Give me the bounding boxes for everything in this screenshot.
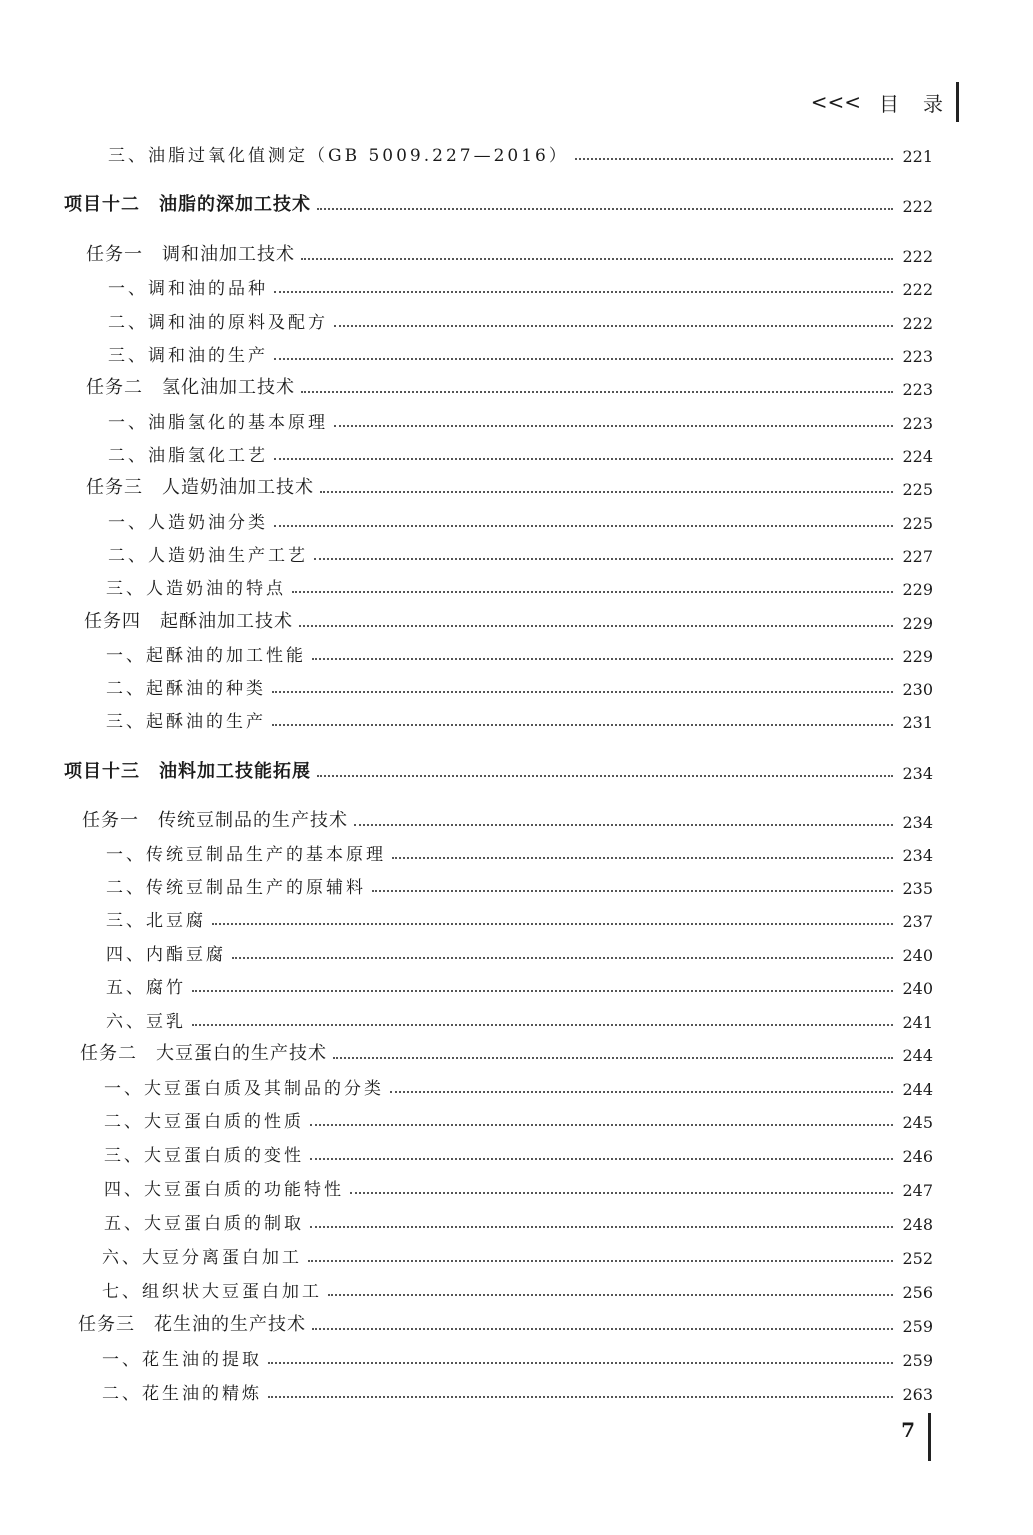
toc-entry-page: 241 xyxy=(902,1013,933,1032)
toc-entry-label: 五、腐竹 xyxy=(106,978,186,998)
toc-entry-item xyxy=(106,573,933,599)
dot-leader xyxy=(299,625,893,627)
toc-entry-item xyxy=(108,407,933,433)
footer-rule xyxy=(928,1413,931,1461)
toc-entry-item xyxy=(104,1073,933,1099)
toc-entry-label: 四、大豆蛋白质的功能特性 xyxy=(104,1180,344,1200)
toc-entry-page: 229 xyxy=(902,580,933,599)
toc-entry-page: 222 xyxy=(902,314,933,333)
dot-leader xyxy=(334,325,893,327)
dot-leader xyxy=(320,491,893,493)
toc-entry-page: 234 xyxy=(902,846,933,865)
dot-leader xyxy=(312,1328,893,1330)
toc-entry-item xyxy=(108,440,933,466)
toc-entry-item xyxy=(106,1006,933,1032)
toc-entry-page: 252 xyxy=(902,1249,933,1268)
toc-entry-label: 一、人造奶油分类 xyxy=(108,513,268,533)
dot-leader xyxy=(274,358,893,360)
toc-entry-page: 234 xyxy=(902,813,933,832)
toc-entry-item xyxy=(102,1276,933,1302)
running-header xyxy=(811,82,945,122)
toc-entry-item xyxy=(108,540,933,566)
toc-entry-task xyxy=(84,607,933,633)
toc-entry-label: 一、花生油的提取 xyxy=(102,1350,262,1370)
toc-entry-label: 任务三 人造奶油加工技术 xyxy=(86,477,314,498)
toc-entry-label: 四、内酯豆腐 xyxy=(106,945,226,965)
toc-entry-page: 231 xyxy=(902,713,933,732)
toc-entry-label: 任务一 调和油加工技术 xyxy=(86,244,295,265)
toc-entry-page: 230 xyxy=(902,680,933,699)
toc-entry-item xyxy=(104,1174,933,1200)
dot-leader xyxy=(333,1057,893,1059)
toc-entry-item xyxy=(106,673,933,699)
toc-entry-page: 256 xyxy=(902,1283,933,1302)
toc-entry-task xyxy=(78,1310,933,1336)
toc-entry-task xyxy=(86,373,933,399)
toc-entry-item xyxy=(106,905,933,931)
toc-entry-page: 222 xyxy=(902,247,933,266)
toc-entry-label: 五、大豆蛋白质的制取 xyxy=(104,1214,304,1234)
toc-entry-label: 二、油脂氢化工艺 xyxy=(108,446,268,466)
toc-entry-page: 247 xyxy=(902,1181,933,1200)
toc-entry-label: 项目十二 油脂的深加工技术 xyxy=(64,194,311,215)
toc-entry-label: 三、调和油的生产 xyxy=(108,346,268,366)
toc-entry-label: 三、大豆蛋白质的变性 xyxy=(104,1146,304,1166)
toc-entry-item xyxy=(108,140,933,166)
toc-entry-page: 245 xyxy=(902,1113,933,1132)
toc-entry-label: 二、花生油的精炼 xyxy=(102,1384,262,1404)
dot-leader xyxy=(308,1260,893,1262)
toc-entry-item xyxy=(102,1378,933,1404)
toc-entry-page: 223 xyxy=(902,347,933,366)
dot-leader xyxy=(192,1024,893,1026)
dot-leader xyxy=(310,1158,893,1160)
header-rule xyxy=(956,82,959,122)
toc-entry-label: 六、豆乳 xyxy=(106,1012,186,1032)
header-title: 目 录 xyxy=(879,91,945,116)
dot-leader xyxy=(272,724,893,726)
toc-entry-label: 二、人造奶油生产工艺 xyxy=(108,546,308,566)
toc-entry-page: 240 xyxy=(902,979,933,998)
toc-entry-page: 224 xyxy=(902,447,933,466)
toc-entry-label: 六、大豆分离蛋白加工 xyxy=(102,1248,302,1268)
toc-entry-item xyxy=(108,273,933,299)
toc-entry-item xyxy=(106,872,933,898)
toc-entry-page: 246 xyxy=(902,1147,933,1166)
page-number: 7 xyxy=(901,1418,915,1442)
toc-entry-label: 三、油脂过氧化值测定（GB 5009.227—2016） xyxy=(108,146,569,166)
toc-entry-label: 一、调和油的品种 xyxy=(108,279,268,299)
dot-leader xyxy=(301,391,893,393)
dot-leader xyxy=(268,1396,893,1398)
toc-entry-task xyxy=(80,1039,933,1065)
dot-leader xyxy=(232,957,893,959)
dot-leader xyxy=(274,458,893,460)
dot-leader xyxy=(392,857,893,859)
toc-entry-label: 三、起酥油的生产 xyxy=(106,712,266,732)
dot-leader xyxy=(314,558,893,560)
toc-entry-page: 259 xyxy=(902,1351,933,1370)
toc-entry-page: 225 xyxy=(902,480,933,499)
dot-leader xyxy=(334,425,893,427)
toc-entry-label: 二、大豆蛋白质的性质 xyxy=(104,1112,304,1132)
dot-leader xyxy=(274,525,893,527)
toc-entry-label: 任务二 大豆蛋白的生产技术 xyxy=(80,1043,327,1064)
toc-entry-item xyxy=(106,972,933,998)
dot-leader xyxy=(317,775,893,777)
toc-entry-page: 237 xyxy=(902,912,933,931)
header-marker: <<< xyxy=(810,90,861,114)
dot-leader xyxy=(328,1294,893,1296)
toc-entry-item xyxy=(102,1242,933,1268)
dot-leader xyxy=(350,1192,893,1194)
toc-entry-label: 一、油脂氢化的基本原理 xyxy=(108,413,328,433)
toc-entry-label: 二、调和油的原料及配方 xyxy=(108,313,328,333)
dot-leader xyxy=(192,990,893,992)
toc-entry-page: 244 xyxy=(902,1080,933,1099)
toc-entry-page: 221 xyxy=(902,147,933,166)
toc-entry-item xyxy=(104,1106,933,1132)
toc-entry-item xyxy=(108,307,933,333)
dot-leader xyxy=(317,208,893,210)
toc-entry-label: 任务四 起酥油加工技术 xyxy=(84,611,293,632)
dot-leader xyxy=(301,258,893,260)
dot-leader xyxy=(272,691,893,693)
toc-entry-label: 二、传统豆制品生产的原辅料 xyxy=(106,878,366,898)
toc-entry-item xyxy=(106,706,933,732)
toc-entry-item xyxy=(108,507,933,533)
dot-leader xyxy=(268,1362,893,1364)
toc-entry-page: 235 xyxy=(902,879,933,898)
dot-leader xyxy=(212,923,893,925)
toc-entry-page: 244 xyxy=(902,1046,933,1065)
toc-entry-label: 三、人造奶油的特点 xyxy=(106,579,286,599)
toc-entry-label: 二、起酥油的种类 xyxy=(106,679,266,699)
dot-leader xyxy=(372,890,893,892)
dot-leader xyxy=(354,824,893,826)
toc-entry-label: 一、大豆蛋白质及其制品的分类 xyxy=(104,1079,384,1099)
toc-entry-page: 227 xyxy=(902,547,933,566)
toc-entry-item xyxy=(106,939,933,965)
toc-entry-page: 222 xyxy=(902,280,933,299)
dot-leader xyxy=(310,1124,893,1126)
toc-entry-task xyxy=(82,806,933,832)
toc-entry-label: 一、起酥油的加工性能 xyxy=(106,646,306,666)
toc-entry-label: 任务二 氢化油加工技术 xyxy=(86,377,295,398)
toc-entry-label: 一、传统豆制品生产的基本原理 xyxy=(106,845,386,865)
toc-entry-item xyxy=(108,340,933,366)
dot-leader xyxy=(310,1226,893,1228)
toc-entry-item xyxy=(104,1208,933,1234)
toc-entry-page: 223 xyxy=(902,414,933,433)
toc-entry-label: 七、组织状大豆蛋白加工 xyxy=(102,1282,322,1302)
toc-entry-page: 223 xyxy=(902,380,933,399)
toc-entry-task xyxy=(86,473,933,499)
toc-entry-project xyxy=(64,757,933,783)
toc-entry-label: 项目十三 油料加工技能拓展 xyxy=(64,761,311,782)
toc-entry-page: 229 xyxy=(902,647,933,666)
toc-entry-label: 任务三 花生油的生产技术 xyxy=(78,1314,306,1335)
toc-entry-task xyxy=(86,240,933,266)
toc-entry-project xyxy=(64,190,933,216)
dot-leader xyxy=(575,158,893,160)
toc-entry-item xyxy=(106,839,933,865)
toc-entry-label: 任务一 传统豆制品的生产技术 xyxy=(82,810,348,831)
dot-leader xyxy=(390,1091,893,1093)
toc-entry-item xyxy=(104,1140,933,1166)
toc-entry-page: 248 xyxy=(902,1215,933,1234)
dot-leader xyxy=(312,658,893,660)
toc-entry-page: 259 xyxy=(902,1317,933,1336)
toc-entry-page: 263 xyxy=(902,1385,933,1404)
toc-entry-page: 222 xyxy=(902,197,933,216)
toc-entry-page: 240 xyxy=(902,946,933,965)
toc-entry-label: 三、北豆腐 xyxy=(106,911,206,931)
toc-entry-page: 225 xyxy=(902,514,933,533)
toc-entry-item xyxy=(106,640,933,666)
toc-entry-page: 229 xyxy=(902,614,933,633)
dot-leader xyxy=(292,591,893,593)
toc-entry-page: 234 xyxy=(902,764,933,783)
dot-leader xyxy=(274,291,893,293)
toc-entry-item xyxy=(102,1344,933,1370)
